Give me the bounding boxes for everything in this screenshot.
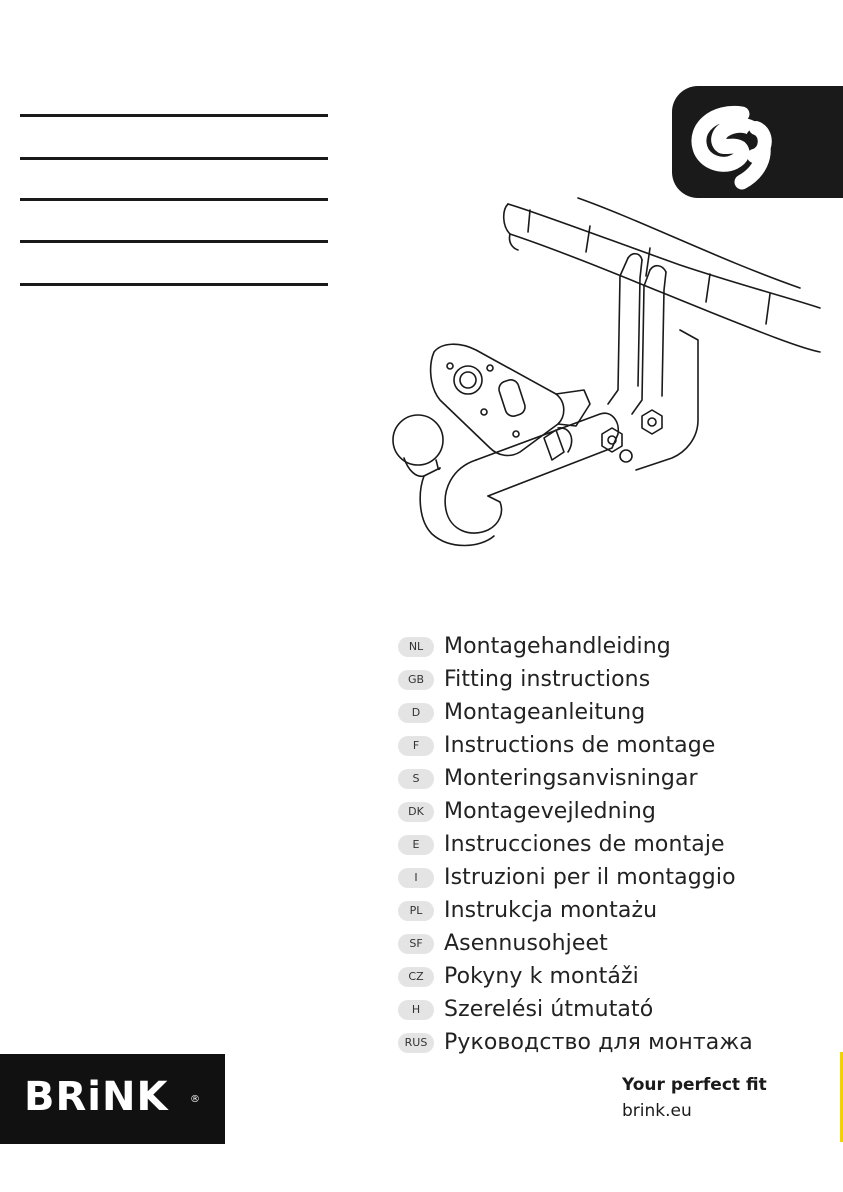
language-code-badge: SF (398, 934, 434, 954)
language-code-badge: RUS (398, 1033, 434, 1053)
tagline: Your perfect fit (622, 1075, 767, 1095)
language-item (398, 729, 715, 762)
language-code-badge: CZ (398, 967, 434, 987)
language-code-badge: DK (398, 802, 434, 822)
language-title: Instructions de montage (444, 733, 716, 758)
language-title: Instrucciones de montaje (444, 832, 725, 857)
brink-logo (0, 1054, 225, 1144)
hook-symbol-icon (672, 86, 843, 198)
language-title: Monteringsanvisningar (444, 766, 698, 791)
website-link[interactable]: brink.eu (622, 1101, 692, 1121)
language-code-badge: D (398, 703, 434, 723)
language-item (398, 927, 608, 960)
language-item (398, 993, 653, 1026)
language-code-badge: E (398, 835, 434, 855)
logo-text: BRiNK (24, 1074, 169, 1120)
language-title: Fitting instructions (444, 667, 651, 692)
language-code-badge: PL (398, 901, 434, 921)
towbar-illustration (380, 190, 843, 560)
language-title: Руководство для монтажа (444, 1030, 753, 1055)
language-item (398, 828, 725, 861)
registered-mark: ® (190, 1094, 200, 1105)
language-code-badge: NL (398, 637, 434, 657)
language-item (398, 861, 736, 894)
language-title: Montagevejledning (444, 799, 656, 824)
language-title: Instrukcja montażu (444, 898, 658, 923)
language-code-badge: F (398, 736, 434, 756)
language-item (398, 762, 698, 795)
language-title: Asennusohjeet (444, 931, 608, 956)
language-item (398, 894, 657, 927)
blank-line-4 (20, 240, 328, 243)
language-title: Montageanleitung (444, 700, 646, 725)
language-title: Montagehandleiding (444, 634, 671, 659)
language-code-badge: S (398, 769, 434, 789)
language-item (398, 663, 650, 696)
language-item (398, 960, 639, 993)
language-code-badge: H (398, 1000, 434, 1020)
language-item (398, 630, 671, 663)
blank-line-2 (20, 157, 328, 160)
language-item (398, 795, 656, 828)
blank-line-5 (20, 283, 328, 286)
towbar-icon (380, 190, 843, 560)
product-type-badge (672, 86, 843, 198)
language-title: Istruzioni per il montaggio (444, 865, 736, 890)
blank-line-1 (20, 114, 328, 117)
language-code-badge: GB (398, 670, 434, 690)
language-title: Szerelési útmutató (444, 997, 654, 1022)
language-item (398, 696, 645, 729)
language-code-badge: I (398, 868, 434, 888)
language-item (398, 1026, 753, 1059)
language-title: Pokyny k montáži (444, 964, 639, 989)
blank-line-3 (20, 198, 328, 201)
